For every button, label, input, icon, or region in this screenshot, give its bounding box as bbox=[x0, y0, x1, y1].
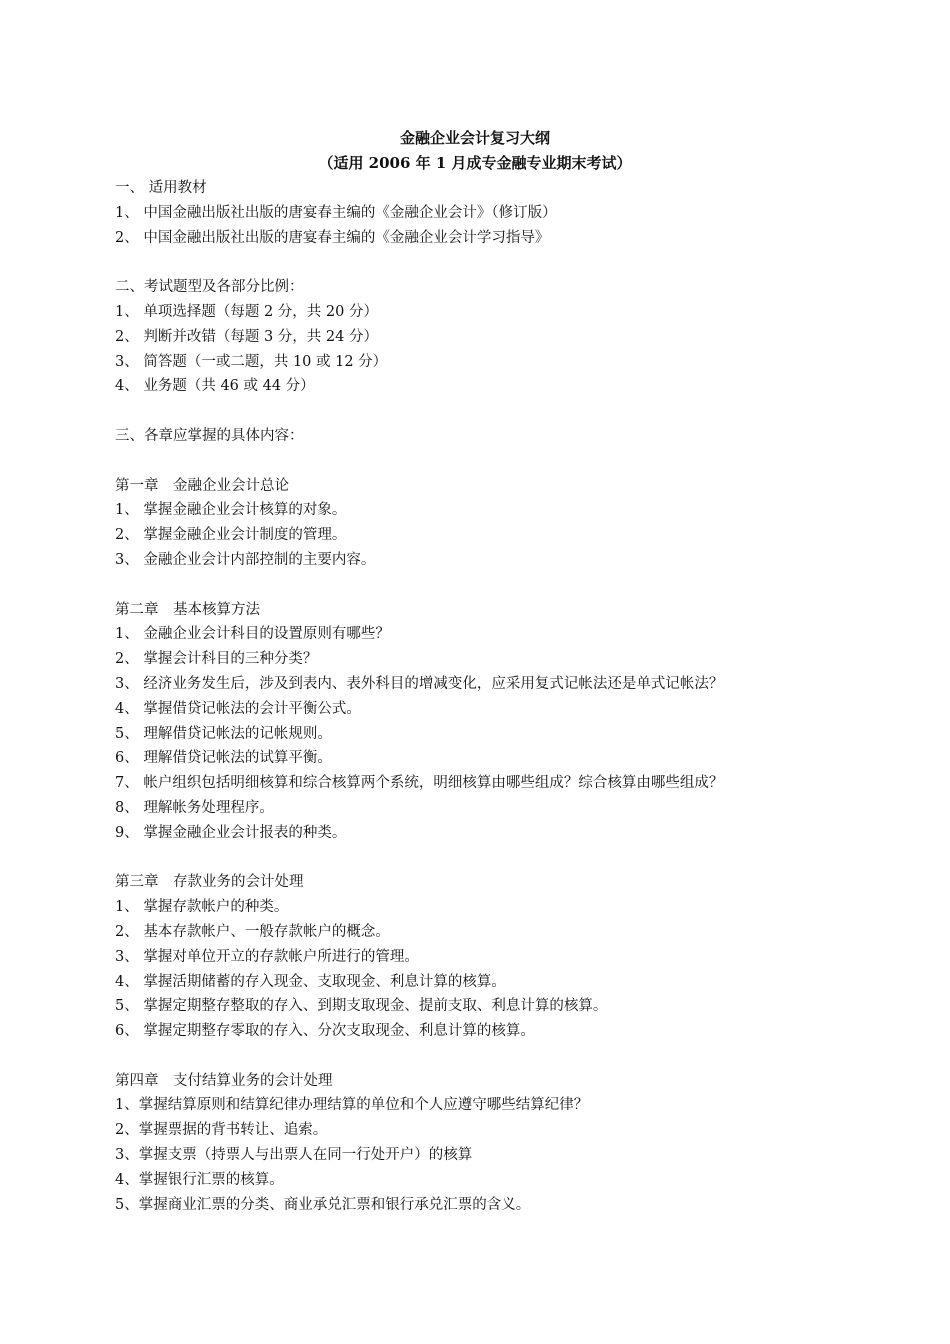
list-item: 4、 掌握借贷记帐法的会计平衡公式。 bbox=[115, 700, 361, 717]
list-item: 3、 简答题（一或二题，共 10 或 12 分） bbox=[115, 353, 388, 370]
chapter-title: 第一章 金融企业会计总论 bbox=[115, 477, 289, 494]
list-item: 5、掌握商业汇票的分类、商业承兑汇票和银行承兑汇票的含义。 bbox=[115, 1196, 531, 1213]
list-item: 3、 金融企业会计内部控制的主要内容。 bbox=[115, 551, 376, 568]
document-subtitle: （适用 2006 年 1 月成专金融专业期末考试） bbox=[318, 154, 632, 172]
document-title: 金融企业会计复习大纲 bbox=[399, 129, 550, 147]
list-item: 4、掌握银行汇票的核算。 bbox=[115, 1171, 284, 1188]
list-item: 2、 判断并改错（每题 3 分，共 24 分） bbox=[115, 328, 378, 345]
list-item: 1、 金融企业会计科目的设置原则有哪些？ bbox=[115, 626, 390, 643]
list-item: 1、 掌握存款帐户的种类。 bbox=[115, 899, 289, 916]
chapter-title: 第二章 基本核算方法 bbox=[115, 601, 260, 618]
list-item: 1、 中国金融出版社出版的唐宴春主编的《金融企业会计》（修订版） bbox=[115, 204, 557, 221]
list-item: 2、 掌握金融企业会计制度的管理。 bbox=[115, 527, 347, 544]
section-heading-textbooks: 一、 适用教材 bbox=[115, 180, 207, 196]
list-item: 4、 业务题（共 46 或 44 分） bbox=[115, 378, 315, 395]
list-item: 5、 理解借贷记帐法的记帐规则。 bbox=[115, 725, 332, 742]
section-heading-chapter-content: 三、各章应掌握的具体内容： bbox=[115, 427, 304, 444]
chapter-title: 第三章 存款业务的会计处理 bbox=[115, 874, 304, 891]
list-item: 2、掌握票据的背书转让、追索。 bbox=[115, 1122, 328, 1139]
chapter-title: 第四章 支付结算业务的会计处理 bbox=[115, 1072, 333, 1089]
section-heading-exam-types: 二、考试题型及各部分比例： bbox=[115, 279, 304, 296]
list-item: 2、 掌握会计科目的三种分类？ bbox=[115, 651, 318, 668]
list-item: 1、 单项选择题（每题 2 分，共 20 分） bbox=[115, 303, 378, 320]
list-item: 1、掌握结算原则和结算纪律办理结算的单位和个人应遵守哪些结算纪律？ bbox=[115, 1097, 589, 1114]
list-item: 6、 理解借贷记帐法的试算平衡。 bbox=[115, 750, 332, 767]
list-item: 4、 掌握活期储蓄的存入现金、支取现金、利息计算的核算。 bbox=[115, 973, 506, 990]
list-item: 5、 掌握定期整存整取的存入、到期支取现金、提前支取、利息计算的核算。 bbox=[115, 998, 608, 1015]
document-body bbox=[115, 176, 915, 1217]
list-item: 8、 理解帐务处理程序。 bbox=[115, 799, 274, 816]
list-item: 3、 经济业务发生后，涉及到表内、表外科目的增减变化，应采用复式记帐法还是单式记帐法？ bbox=[115, 675, 724, 692]
list-item: 6、 掌握定期整存零取的存入、分次支取现金、利息计算的核算。 bbox=[115, 1023, 535, 1040]
list-item: 3、掌握支票（持票人与出票人在同一行处开户）的核算 bbox=[115, 1147, 473, 1164]
list-item: 2、 基本存款帐户、一般存款帐户的概念。 bbox=[115, 923, 390, 940]
list-item: 7、 帐户组织包括明细核算和综合核算两个系统，明细核算由哪些组成？综合核算由哪些组成？ bbox=[115, 775, 724, 792]
list-item: 3、 掌握对单位开立的存款帐户所进行的管理。 bbox=[115, 948, 419, 965]
list-item: 2、 中国金融出版社出版的唐宴春主编的《金融企业会计学习指导》 bbox=[115, 229, 550, 246]
list-item: 1、 掌握金融企业会计核算的对象。 bbox=[115, 502, 347, 519]
list-item: 9、 掌握金融企业会计报表的种类。 bbox=[115, 824, 347, 841]
